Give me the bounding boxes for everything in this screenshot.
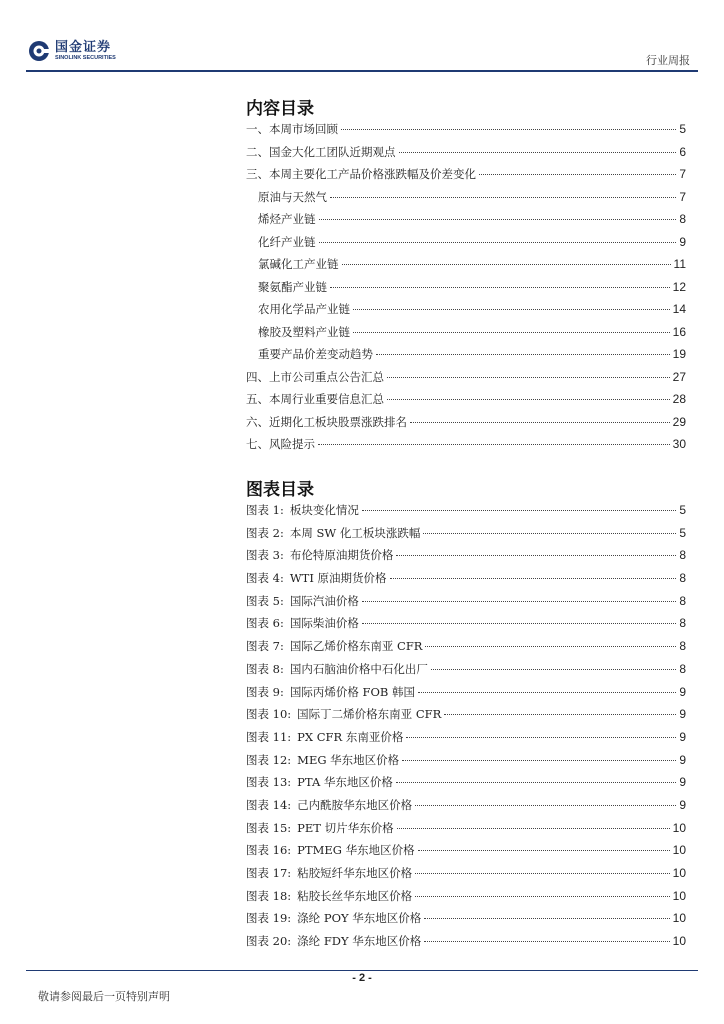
- figure-number: 图表 5:: [246, 593, 284, 608]
- toc-entry-label: 一、本周市场回顾: [246, 122, 338, 136]
- dot-leader: [330, 287, 670, 288]
- figure-number: 图表 17:: [246, 866, 292, 880]
- figure-entry[interactable]: [246, 615, 686, 638]
- toc-entry[interactable]: [246, 144, 686, 167]
- toc-entry-page: 7: [679, 167, 686, 181]
- figure-page: 9: [679, 797, 686, 812]
- dot-leader: [362, 623, 676, 624]
- figure-title: PTMEG 华东地区价格: [297, 843, 415, 858]
- figure-page: 9: [679, 729, 686, 744]
- dot-leader: [410, 422, 670, 423]
- dot-leader: [330, 197, 676, 198]
- figure-entry[interactable]: [246, 638, 686, 661]
- figure-number: 图表 7:: [246, 639, 284, 654]
- figure-title: WTI 原油期货价格: [289, 571, 387, 586]
- figure-page: 9: [679, 707, 686, 722]
- dot-leader: [425, 646, 676, 647]
- figure-title: 己内酰胺华东地区价格: [297, 797, 413, 812]
- figure-page: 10: [672, 934, 686, 949]
- figure-entry[interactable]: [246, 842, 686, 865]
- figure-page: 10: [672, 888, 686, 903]
- dot-leader: [362, 510, 676, 511]
- figure-page: 9: [679, 775, 686, 790]
- toc-entry[interactable]: [246, 121, 686, 144]
- report-type-label: 行业周报: [646, 54, 690, 67]
- toc-entry[interactable]: [246, 189, 686, 212]
- toc-entry[interactable]: [246, 414, 686, 437]
- toc-title: 内容目录: [246, 99, 314, 119]
- toc-entry-page: 29: [672, 414, 686, 429]
- figure-entry[interactable]: [246, 752, 686, 775]
- figure-title: 涤纶 FDY 华东地区价格: [297, 934, 422, 949]
- figure-title: 布伦特原油期货价格: [289, 548, 394, 563]
- figure-page: 8: [679, 593, 686, 608]
- figure-number: 图表 6:: [246, 616, 284, 631]
- toc-entry[interactable]: [246, 166, 686, 189]
- dot-leader: [396, 782, 676, 783]
- toc-entry[interactable]: [246, 256, 686, 279]
- figure-entry[interactable]: [246, 933, 686, 956]
- toc-entry[interactable]: [246, 211, 686, 234]
- figure-title: 国际汽油价格: [289, 593, 359, 608]
- figure-page: 10: [672, 911, 686, 926]
- figure-entry[interactable]: [246, 661, 686, 684]
- figure-number: 图表 16:: [246, 843, 292, 858]
- figure-entry[interactable]: [246, 706, 686, 729]
- figure-entry[interactable]: [246, 797, 686, 820]
- toc-entry[interactable]: [246, 391, 686, 414]
- toc-entry-page: 9: [679, 234, 686, 249]
- toc-entry[interactable]: [246, 234, 686, 257]
- toc-entry-label: 农用化学品产业链: [258, 302, 350, 316]
- toc-entry-label: 原油与天然气: [258, 189, 327, 204]
- figure-title: PX CFR 东南亚价格: [297, 729, 404, 744]
- company-logo: [28, 40, 116, 62]
- toc-entry-page: 12: [672, 279, 686, 294]
- figure-page: 9: [679, 752, 686, 767]
- figure-entry[interactable]: [246, 547, 686, 570]
- toc-entry-label: 六、近期化工板块股票涨跌排名: [246, 414, 407, 429]
- figure-number: 图表 8:: [246, 661, 284, 676]
- page-number: - 2 -: [352, 972, 372, 984]
- toc-entry-page: 30: [672, 437, 686, 451]
- dot-leader: [415, 896, 669, 897]
- dot-leader: [341, 129, 676, 130]
- figure-entry[interactable]: [246, 684, 686, 707]
- toc-entry[interactable]: [246, 369, 686, 392]
- toc-entry-page: 16: [672, 324, 686, 339]
- figure-number: 图表 2:: [246, 525, 284, 540]
- dot-leader: [353, 309, 670, 310]
- figure-entry[interactable]: [246, 910, 686, 933]
- figure-title: 本周 SW 化工板块涨跌幅: [289, 525, 421, 540]
- dot-leader: [424, 941, 669, 942]
- figure-number: 图表 15:: [246, 820, 292, 835]
- toc-entry[interactable]: [246, 279, 686, 302]
- figure-number: 图表 10:: [246, 707, 292, 722]
- dot-leader: [319, 219, 677, 220]
- figure-title: PTA 华东地区价格: [297, 775, 393, 790]
- toc-entry-page: 11: [673, 257, 686, 271]
- figures-toc-title: 图表目录: [246, 480, 314, 500]
- dot-leader: [415, 805, 676, 806]
- figure-number: 图表 20:: [246, 934, 292, 949]
- table-of-contents: [246, 121, 686, 459]
- toc-entry-page: 5: [679, 122, 686, 136]
- figure-entry[interactable]: [246, 729, 686, 752]
- toc-entry-page: 28: [672, 392, 686, 406]
- figure-page: 10: [672, 820, 686, 835]
- figures-list: [246, 502, 686, 956]
- toc-entry-page: 6: [679, 144, 686, 159]
- dot-leader: [418, 692, 676, 693]
- figure-title: 粘胶短纤华东地区价格: [297, 866, 413, 880]
- figure-title: 涤纶 POY 华东地区价格: [297, 911, 422, 926]
- dot-leader: [415, 873, 669, 874]
- toc-entry-label: 四、上市公司重点公告汇总: [246, 369, 384, 384]
- toc-entry-page: 27: [672, 369, 686, 384]
- figure-entry[interactable]: [246, 502, 686, 525]
- dot-leader: [423, 533, 676, 534]
- figure-page: 9: [679, 684, 686, 699]
- dot-leader: [319, 242, 677, 243]
- toc-entry-label: 氯碱化工产业链: [258, 257, 339, 271]
- header-divider: [26, 70, 698, 72]
- toc-entry-label: 烯烃产业链: [258, 212, 316, 226]
- figure-entry[interactable]: [246, 865, 686, 888]
- figure-page: 5: [679, 525, 686, 540]
- dot-leader: [376, 354, 670, 355]
- figure-entry[interactable]: [246, 525, 686, 548]
- dot-leader: [406, 737, 676, 738]
- figure-entry[interactable]: [246, 593, 686, 616]
- figure-title: MEG 华东地区价格: [297, 752, 400, 767]
- toc-entry[interactable]: [246, 324, 686, 347]
- dot-leader: [431, 669, 676, 670]
- toc-entry-label: 五、本周行业重要信息汇总: [246, 392, 384, 406]
- dot-leader: [479, 174, 676, 175]
- toc-entry-label: 聚氨酯产业链: [258, 279, 327, 294]
- toc-entry[interactable]: [246, 301, 686, 324]
- dot-leader: [390, 578, 677, 579]
- page-header: [0, 0, 724, 72]
- figure-page: 8: [679, 571, 686, 586]
- toc-entry-label: 二、国金大化工团队近期观点: [246, 144, 396, 159]
- figure-title: 国内石脑油价格中石化出厂: [289, 661, 428, 676]
- dot-leader: [318, 444, 670, 445]
- sinolink-logo-icon: [28, 40, 50, 62]
- figure-page: 8: [679, 616, 686, 631]
- dot-leader: [387, 377, 670, 378]
- figure-title: PET 切片华东价格: [297, 820, 394, 835]
- figure-number: 图表 1:: [246, 503, 284, 517]
- toc-entry-page: 7: [679, 189, 686, 204]
- logo-chinese-name: 国金证券: [55, 39, 112, 55]
- figure-title: 国际柴油价格: [289, 616, 359, 631]
- toc-entry-label: 重要产品价差变动趋势: [258, 347, 373, 361]
- dot-leader: [342, 264, 671, 265]
- dot-leader: [362, 601, 676, 602]
- figure-entry[interactable]: [246, 774, 686, 797]
- logo-english-name: SINOLINK SECURITIES: [55, 54, 116, 61]
- dot-leader: [418, 850, 670, 851]
- toc-entry[interactable]: [246, 346, 686, 369]
- dot-leader: [444, 714, 676, 715]
- dot-leader: [397, 828, 670, 829]
- dot-leader: [399, 152, 677, 153]
- dot-leader: [402, 760, 676, 761]
- dot-leader: [353, 332, 670, 333]
- footer-divider: [26, 970, 698, 971]
- figure-number: 图表 9:: [246, 684, 284, 699]
- figure-page: 10: [672, 866, 686, 880]
- figure-entry[interactable]: [246, 888, 686, 911]
- figure-number: 图表 14:: [246, 797, 292, 812]
- toc-entry-page: 19: [672, 347, 686, 361]
- figure-page: 8: [679, 639, 686, 654]
- figure-number: 图表 4:: [246, 571, 284, 586]
- figure-title: 国际丙烯价格 FOB 韩国: [289, 684, 416, 699]
- figure-title: 板块变化情况: [289, 503, 359, 517]
- dot-leader: [387, 399, 670, 400]
- figure-number: 图表 3:: [246, 548, 284, 563]
- figure-page: 8: [679, 661, 686, 676]
- toc-entry-label: 三、本周主要化工产品价格涨跌幅及价差变化: [246, 167, 476, 181]
- toc-entry-page: 14: [672, 302, 686, 316]
- dot-leader: [424, 918, 669, 919]
- figure-entry[interactable]: [246, 820, 686, 843]
- toc-entry-label: 七、风险提示: [246, 437, 315, 451]
- figure-page: 8: [679, 548, 686, 563]
- figure-number: 图表 13:: [246, 775, 292, 790]
- figure-page: 5: [679, 503, 686, 517]
- toc-entry-label: 橡胶及塑料产业链: [258, 324, 350, 339]
- figure-number: 图表 19:: [246, 911, 292, 926]
- toc-entry[interactable]: [246, 436, 686, 459]
- dot-leader: [396, 555, 676, 556]
- figure-page: 10: [672, 843, 686, 858]
- figure-number: 图表 11:: [246, 729, 292, 744]
- figure-title: 国际乙烯价格东南亚 CFR: [289, 639, 423, 654]
- figure-title: 粘胶长丝华东地区价格: [297, 888, 413, 903]
- toc-entry-label: 化纤产业链: [258, 234, 316, 249]
- figure-title: 国际丁二烯价格东南亚 CFR: [297, 707, 442, 722]
- figure-entry[interactable]: [246, 570, 686, 593]
- toc-entry-page: 8: [679, 212, 686, 226]
- figure-number: 图表 12:: [246, 752, 292, 767]
- disclaimer-text: 敬请参阅最后一页特别声明: [38, 990, 170, 1003]
- figure-number: 图表 18:: [246, 888, 292, 903]
